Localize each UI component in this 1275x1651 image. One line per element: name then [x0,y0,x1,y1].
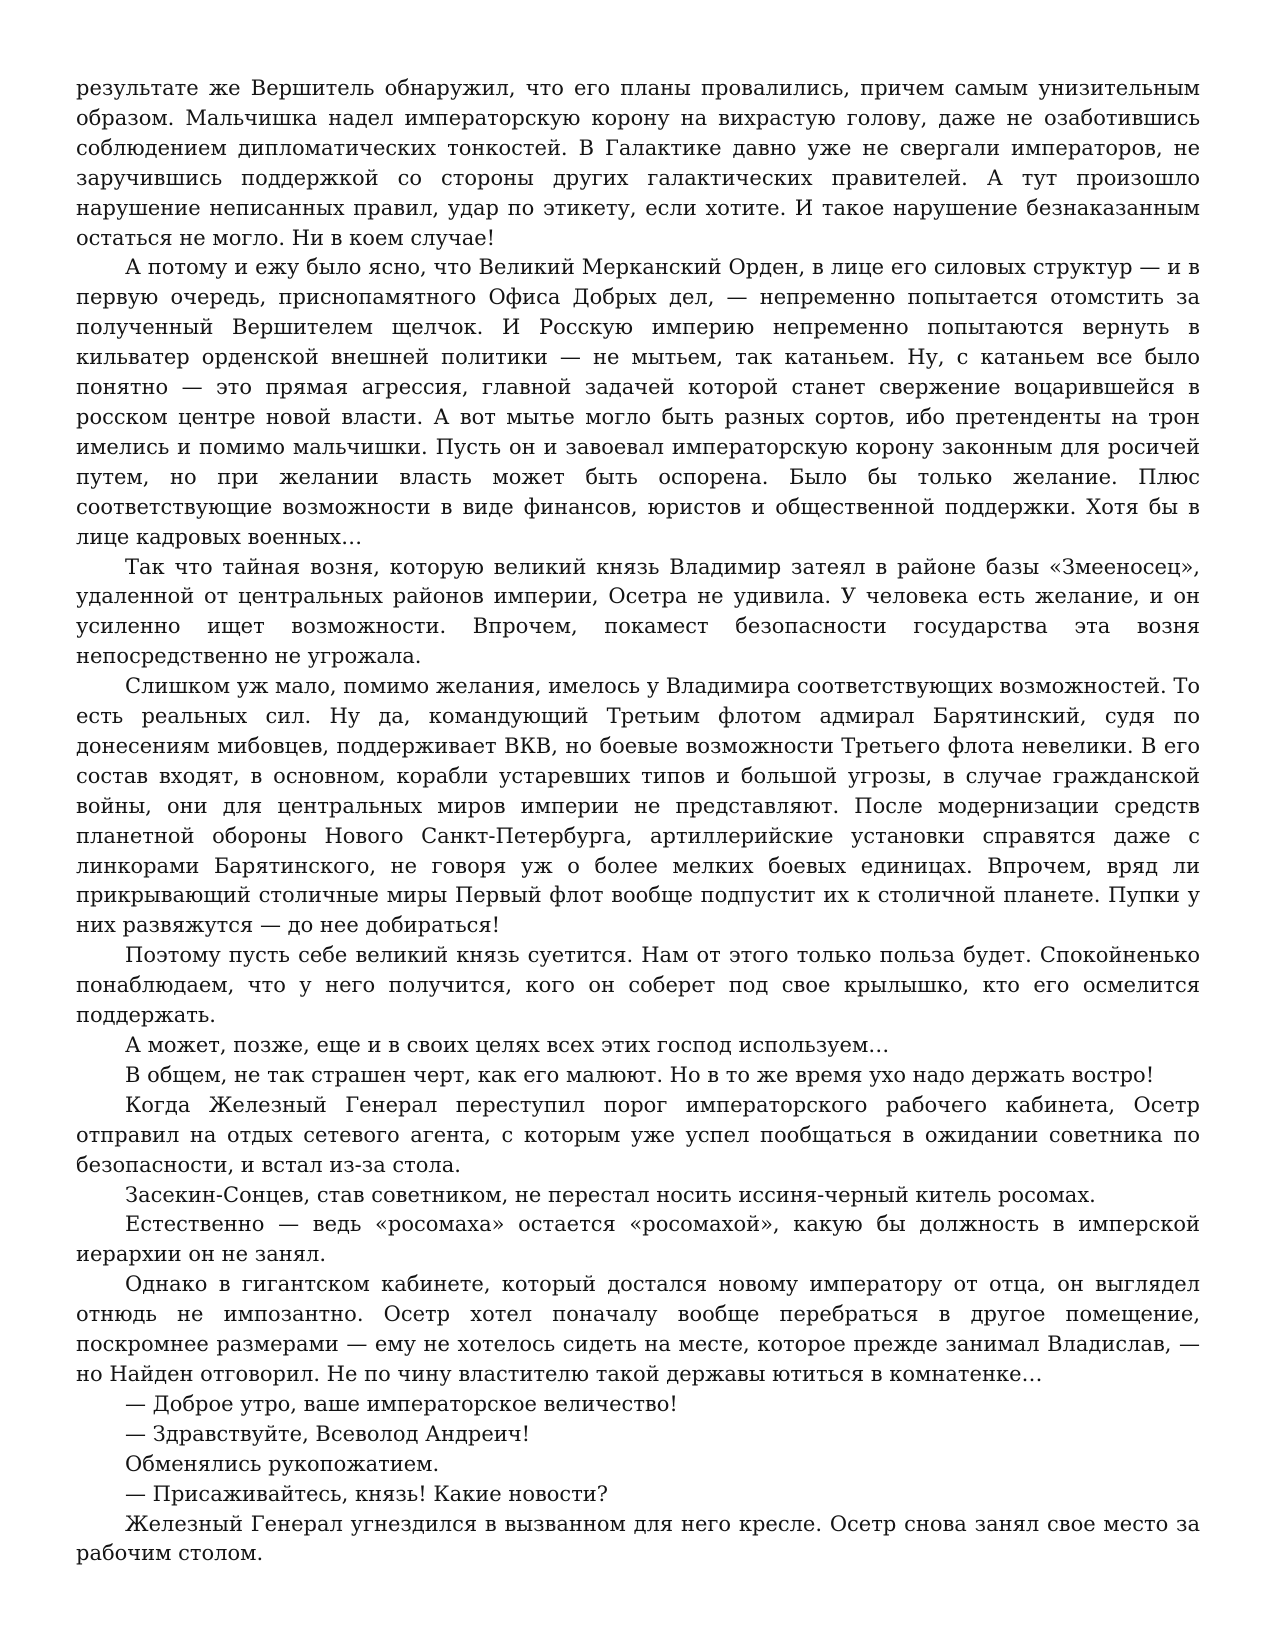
paragraph-6: А может, позже, еще и в своих целях всех этих господ используем… [125,1033,890,1057]
paragraph-16: Железный Генерал угнездился в вызванном для него кресле. Осетр снова занял свое место за рабочим столом. [76,1511,1200,1566]
paragraph-1: результате же Вершитель обнаружил, что его планы провалились, причем самым унизительным образом. Мальчишка надел императорскую корону на вихрастую голову, даже не озаботившись соблюдением дипломатических тонкостей. В Галактике давно уже не свергали императоров, не заручившись поддержкой со стороны других галактических правителей. А тут произошло нарушение неписанных правил, удар по этикету, если хотите. И такое нарушение безнаказанным остаться не могло. Ни в коем случае! [76,76,1200,250]
paragraph-4: Слишком уж мало, помимо желания, имелось у Владимира соответствующих возможностей. То есть реальных сил. Ну да, командующий Третьим флотом адмирал Барятинский, судя по донесениям мибовцев, поддерживает ВКВ, но боевые возможности Третьего флота невелики. В его состав входят, в основном, корабли устаревших типов и большой угрозы, в случае гражданской войны, они для центральных миров империи не представляют. После модернизации средств планетной обороны Нового Санкт-Петербурга, артиллерийские установки справятся даже с линкорами Барятинского, не говоря уж о более мелких боевых единицах. Впрочем, вряд ли прикрывающий столичные миры Первый флот вообще подпустит их к столичной планете. Пупки у них развяжутся — до нее добираться! [76,674,1200,938]
paragraph-7: В общем, не так страшен черт, как его малюют. Но в то же время ухо надо держать востро! [125,1062,1155,1087]
dialogue-line-1: — Доброе утро, ваше императорское величество! [125,1391,678,1416]
dialogue-line-3: — Присаживайтесь, князь! Какие новости? [125,1481,609,1506]
paragraph-3: Так что тайная возня, которую великий князь Владимир затеял в районе базы «Змееносец», удаленной от центральных районов империи, Осетра не удивила. У человека есть желание, и он усиленно ищет возможности. Впрочем, покамест безопасности государства эта возня непосредственно не угрожала. [76,554,1200,669]
dialogue-line-2: — Здравствуйте, Всеволод Андреич! [125,1421,531,1446]
paragraph-10: Естественно — ведь «росомаха» остается «росомахой», какую бы должность в имперской иерархии он не занял. [76,1212,1200,1267]
paragraph-9: Засекин-Сонцев, став советником, не перестал носить иссиня-черный китель росомах. [125,1182,1096,1207]
paragraph-5: Поэтому пусть себе великий князь суетится. Нам от этого только польза будет. Спокойненько понаблюдаем, что у него получится, кого он соберет под свое крылышко, кто его осмелится поддержать. [76,943,1200,1028]
paragraph-14: Обменялись рукопожатием. [125,1451,440,1476]
paragraph-11: Однако в гигантском кабинете, который достался новому императору от отца, он выглядел отнюдь не импозантно. Осетр хотел поначалу вообще перебраться в другое помещение, поскромнее размерами — ему не хотелось сидеть на месте, которое прежде занимал Владислав, — но Найден отговорил. Не по чину властителю такой державы ютиться в комнатенке… [76,1272,1200,1386]
document-page [76,74,1200,1569]
paragraph-8: Когда Железный Генерал переступил порог императорского рабочего кабинета, Осетр отправил на отдых сетевого агента, с которым уже успел пообщаться в ожидании советника по безопасности, и встал из-за стола. [76,1092,1200,1177]
paragraph-2: А потому и ежу было ясно, что Великий Мерканский Орден, в лице его силовых структур — и в первую очередь, приснопамятного Офиса Добрых дел, — непременно попытается отомстить за полученный Вершителем щелчок. И Росскую империю непременно попытаются вернуть в кильватер орденской внешней политики — не мытьем, так катаньем. Ну, с катаньем все было понятно — это прямая агрессия, главной задачей которой станет свержение воцарившейся в росском центре новой власти. А вот мытье могло быть разных сортов, ибо претенденты на трон имелись и помимо мальчишки. Пусть он и завоевал императорскую корону законным для росичей путем, но при желании власть может быть оспорена. Было бы только желание. Плюс соответствующие возможности в виде финансов, юристов и общественной поддержки. Хотя бы в лице кадровых военных… [76,255,1200,549]
